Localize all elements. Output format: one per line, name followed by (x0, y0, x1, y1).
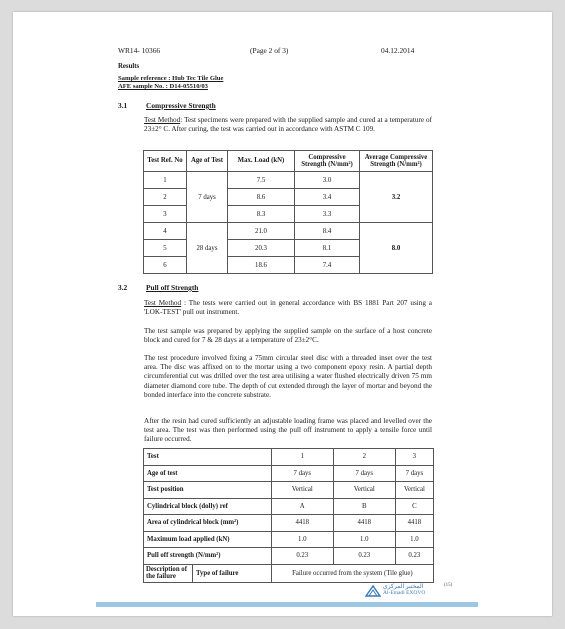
table-row (144, 564, 434, 583)
average-cell: 3.2 (360, 172, 433, 223)
average-cell: 8.0 (360, 223, 433, 274)
value-cell: 1.0 (395, 531, 433, 548)
header-cell: Compressive Strength (N/mm²) (295, 151, 360, 172)
value-cell: 1.0 (333, 531, 395, 548)
method-text: : Test specimens were prepared with the supplied sample and cured at a temperature of 23±2° C. After curing, the test was carried out in accordance with ASTM C 109. (144, 116, 432, 134)
sample-reference: Sample reference : Hub Tec Tile Glue (118, 75, 224, 82)
pull-off-table (143, 448, 434, 583)
row-label: Description of the failure (144, 564, 193, 583)
page-mark: (15) (444, 583, 453, 588)
row-label: Area of cylindrical block (mm²) (144, 515, 272, 532)
table-row (144, 548, 434, 565)
logo-arabic-text: المختبر المركزي (383, 584, 424, 590)
load-cell: 20.3 (228, 240, 295, 257)
row-label: Test position (144, 482, 272, 499)
row-label: Test (144, 449, 272, 466)
ref-cell: 6 (144, 257, 187, 274)
lab-logo (365, 583, 453, 601)
age-cell: 28 days (187, 223, 228, 274)
strength-cell: 3.0 (295, 172, 360, 189)
value-cell: 4418 (271, 515, 333, 532)
table-row (144, 498, 434, 515)
table-row (144, 515, 434, 532)
value-cell: Vertical (333, 482, 395, 499)
compressive-strength-table (143, 150, 433, 274)
header-cell: Test Ref. No (144, 151, 187, 172)
value-cell: 0.23 (395, 548, 433, 565)
value-cell: B (333, 498, 395, 515)
method-label: Test Method (144, 299, 182, 307)
ref-cell: 1 (144, 172, 187, 189)
value-cell: 3 (395, 449, 433, 466)
logo-english-text: Al-Emadi EXOVO (383, 590, 426, 596)
load-cell: 8.6 (228, 189, 295, 206)
section-number: 3.2 (118, 283, 128, 292)
procedure-paragraph: The test procedure involved fixing a 75mm circular steel disc with a threaded inset over the test area. The disc was affixed on to the mortar using a two component epoxy resin. A partial depth circumferential cut was drilled over the test area utilising a water flushed electrically driven 75 mm diameter diamond core tube. The depth of cut extended through the layer of mortar and beyond the bonded interface into the concrete substrate. (144, 354, 432, 399)
value-cell: 0.23 (333, 548, 395, 565)
table-row (144, 531, 434, 548)
results-heading: Results (118, 63, 140, 70)
method-label: Test Method (144, 116, 181, 124)
value-cell: A (271, 498, 333, 515)
pulloff-method-paragraph (144, 299, 432, 317)
row-label: Pull off strength (N/mm²) (144, 548, 272, 565)
value-cell: Vertical (271, 482, 333, 499)
page-indicator: (Page 2 of 3) (250, 46, 289, 55)
method-text: : The tests were carried out in general accordance with BS 1881 Part 207 using a 'LOK-TEST' pull out instrument. (144, 299, 433, 317)
value-cell: 1 (271, 449, 333, 466)
row-label: Cylindrical block (dolly) ref (144, 498, 272, 515)
strength-cell: 8.4 (295, 223, 360, 240)
document-page (13, 12, 552, 616)
ref-cell: 3 (144, 206, 187, 223)
report-ref: WR14- 10366 (118, 46, 161, 55)
report-date: 04.12.2014 (381, 46, 415, 55)
value-cell: C (395, 498, 433, 515)
ref-cell: 2 (144, 189, 187, 206)
section-number: 3.1 (118, 101, 128, 110)
value-cell: Vertical (395, 482, 433, 499)
table-header-row (144, 151, 433, 172)
strength-cell: 7.4 (295, 257, 360, 274)
header-cell: Average Compressive Strength (N/mm²) (360, 151, 433, 172)
row-label: Age of test (144, 465, 272, 482)
load-cell: 8.3 (228, 206, 295, 223)
value-cell: 4418 (333, 515, 395, 532)
logo-mark-icon (365, 584, 381, 598)
afe-sample-number: AFE sample No. : D14-05510/03 (118, 83, 208, 90)
value-cell: 7 days (271, 465, 333, 482)
age-cell: 7 days (187, 172, 228, 223)
value-cell: 7 days (333, 465, 395, 482)
section-title: Pull off Strength (146, 283, 199, 292)
table-row (144, 449, 434, 466)
table-row (144, 482, 434, 499)
value-cell: 1.0 (271, 531, 333, 548)
footer-bar (96, 602, 478, 607)
ref-cell: 5 (144, 240, 187, 257)
header-cell: Age of Test (187, 151, 228, 172)
row-label: Maximum load applied (kN) (144, 531, 272, 548)
loading-paragraph: After the resin had cured sufficiently an adjustable loading frame was placed and levelled over the test area. The test was then performed using the pull off instrument to apply a tensile force until failure occurred. (144, 417, 432, 444)
value-cell: 0.23 (271, 548, 333, 565)
value-cell: 4418 (395, 515, 433, 532)
failure-description: Failure occurred from the system (Tile glue) (271, 564, 433, 583)
strength-cell: 8.1 (295, 240, 360, 257)
table-row (144, 223, 433, 240)
table-row (144, 172, 433, 189)
strength-cell: 3.4 (295, 189, 360, 206)
sample-preparation-paragraph: The test sample was prepared by applying the supplied sample on the surface of a host concrete block and cured for 7 & 28 days at a temperature of 23±2°C. (144, 327, 432, 345)
load-cell: 18.6 (228, 257, 295, 274)
value-cell: 7 days (395, 465, 433, 482)
section-title: Compressive Strength (146, 101, 216, 110)
load-cell: 7.5 (228, 172, 295, 189)
compressive-method-paragraph (144, 116, 432, 134)
row-label: Type of failure (193, 564, 272, 583)
strength-cell: 3.3 (295, 206, 360, 223)
value-cell: 2 (333, 449, 395, 466)
ref-cell: 4 (144, 223, 187, 240)
header-cell: Max. Load (kN) (228, 151, 295, 172)
load-cell: 21.0 (228, 223, 295, 240)
table-row (144, 465, 434, 482)
